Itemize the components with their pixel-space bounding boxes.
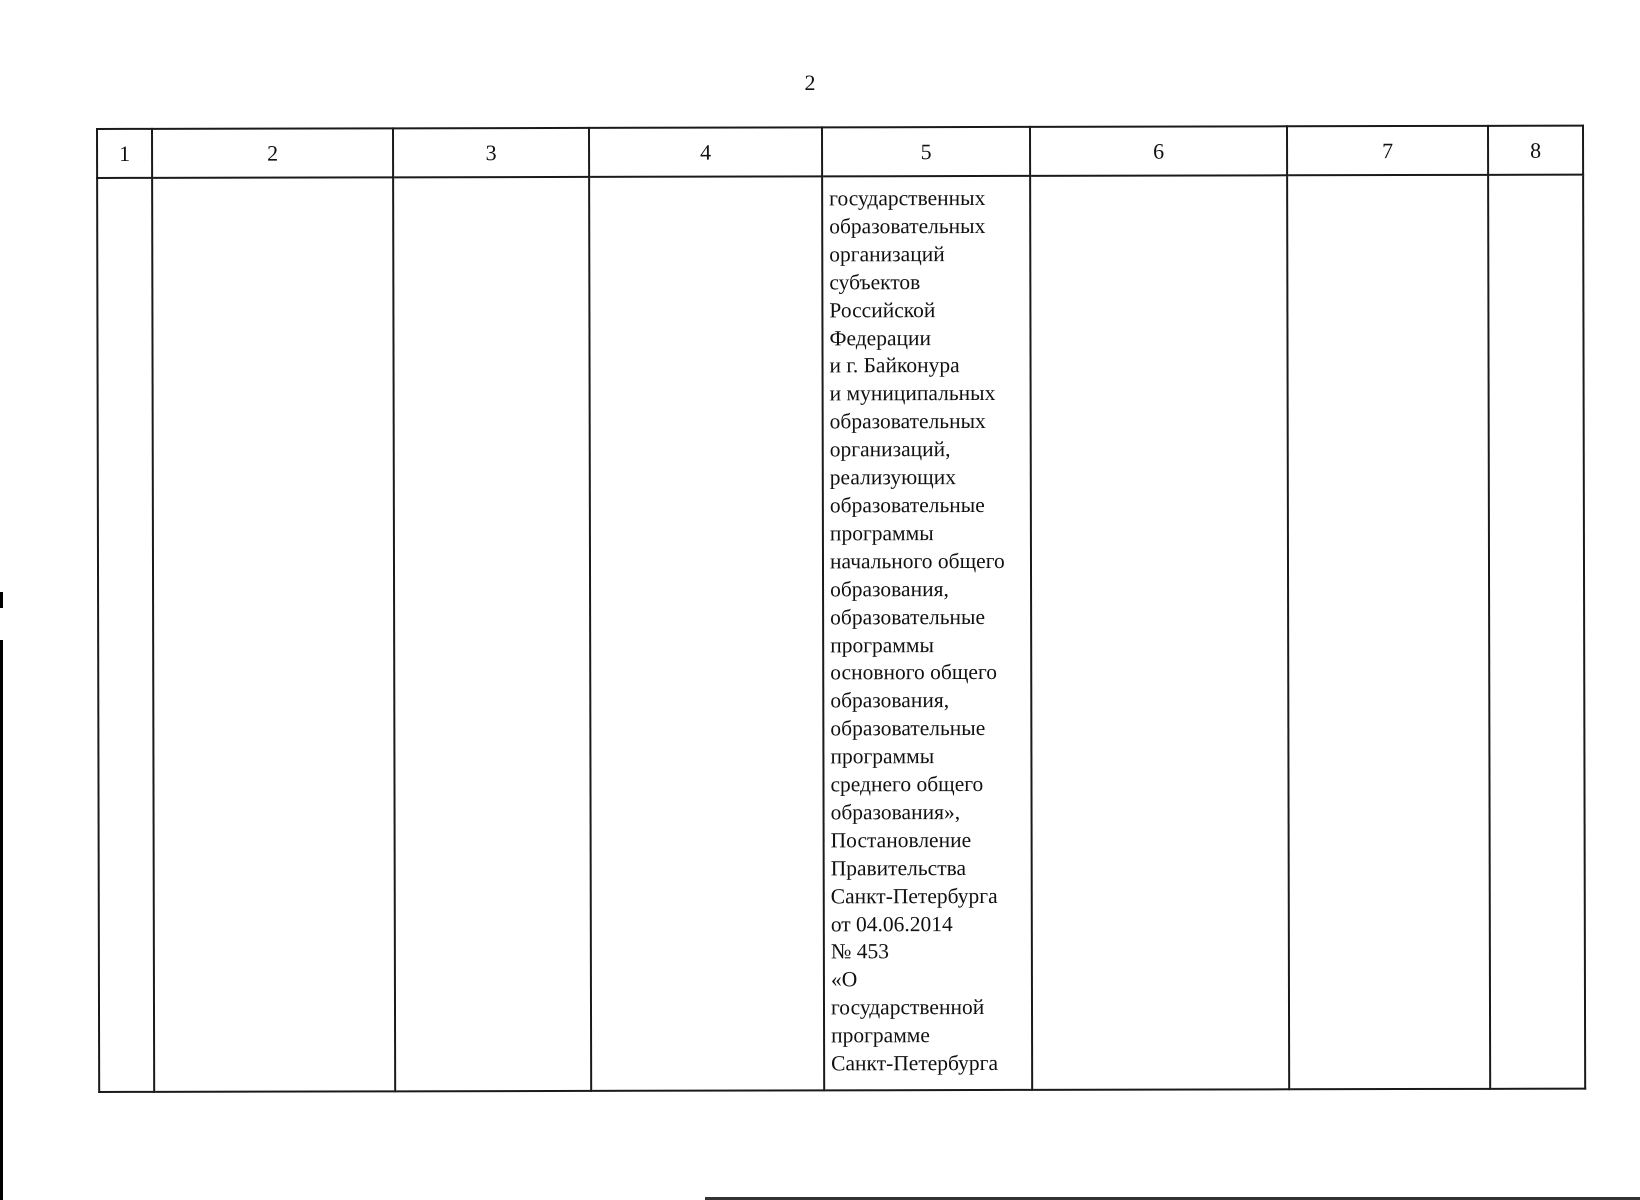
text-line: № 453 [830, 939, 890, 964]
text-line: программы [830, 744, 935, 769]
text-line: государственных [829, 185, 986, 211]
text-line: образовательных [829, 409, 986, 434]
text-line: организаций, [829, 437, 951, 462]
text-line: Санкт-Петербурга [831, 1051, 999, 1076]
column-header-8: 8 [1488, 126, 1583, 175]
text-line: и г. Байконура [829, 353, 960, 378]
text-line: субъектов [829, 269, 921, 295]
text-line: Постановление [830, 827, 972, 853]
column-header-6: 6 [1030, 126, 1287, 176]
document-table [96, 125, 1586, 1093]
text-line: и муниципальных [829, 381, 996, 406]
column-header-7: 7 [1287, 126, 1488, 175]
text-line: образовательных [829, 213, 986, 239]
table-cell-col1 [97, 178, 154, 1092]
table-cell-col6 [1030, 175, 1289, 1090]
scan-edge-bar [0, 640, 3, 1200]
text-line: основного общего [830, 660, 997, 685]
text-line: Российской [829, 297, 936, 322]
text-line: организаций [829, 241, 945, 267]
table-cell-col4 [589, 176, 824, 1091]
text-line: образовательные [829, 492, 985, 518]
text-line: Санкт-Петербурга [830, 883, 998, 908]
text-line: «О [830, 967, 858, 992]
table-cell-col5 [822, 176, 1032, 1090]
table-header-row [97, 126, 1583, 178]
text-line: Правительства [830, 855, 967, 881]
text-line: среднего общего [830, 772, 984, 797]
text-line: государственной [830, 995, 985, 1020]
table-cell-col7 [1287, 175, 1490, 1089]
scan-edge-mark [0, 592, 3, 608]
legal-reference-text [823, 177, 1031, 1078]
text-line: образования», [830, 799, 961, 825]
column-header-1: 1 [97, 129, 152, 178]
text-line: программы [830, 632, 934, 657]
text-line: образования, [830, 688, 950, 713]
text-line: от 04.06.2014 [830, 911, 953, 936]
text-line: образовательные [830, 716, 986, 741]
table-row [97, 175, 1585, 1092]
text-line: образовательные [830, 604, 986, 629]
column-header-4: 4 [589, 127, 822, 177]
text-line: Федерации [829, 325, 932, 350]
table-cell-col3 [393, 177, 591, 1091]
page-number: 2 [804, 70, 816, 95]
column-header-3: 3 [393, 128, 589, 177]
text-line: образования, [830, 576, 949, 602]
table-cell-col8 [1488, 175, 1585, 1089]
text-line: начального общего [829, 548, 1005, 574]
text-line: программы [829, 520, 934, 546]
column-header-5: 5 [822, 127, 1030, 176]
column-header-2: 2 [152, 128, 393, 178]
table-cell-col2 [152, 177, 395, 1092]
text-line: реализующих [829, 465, 957, 490]
text-line: программе [831, 1023, 930, 1048]
